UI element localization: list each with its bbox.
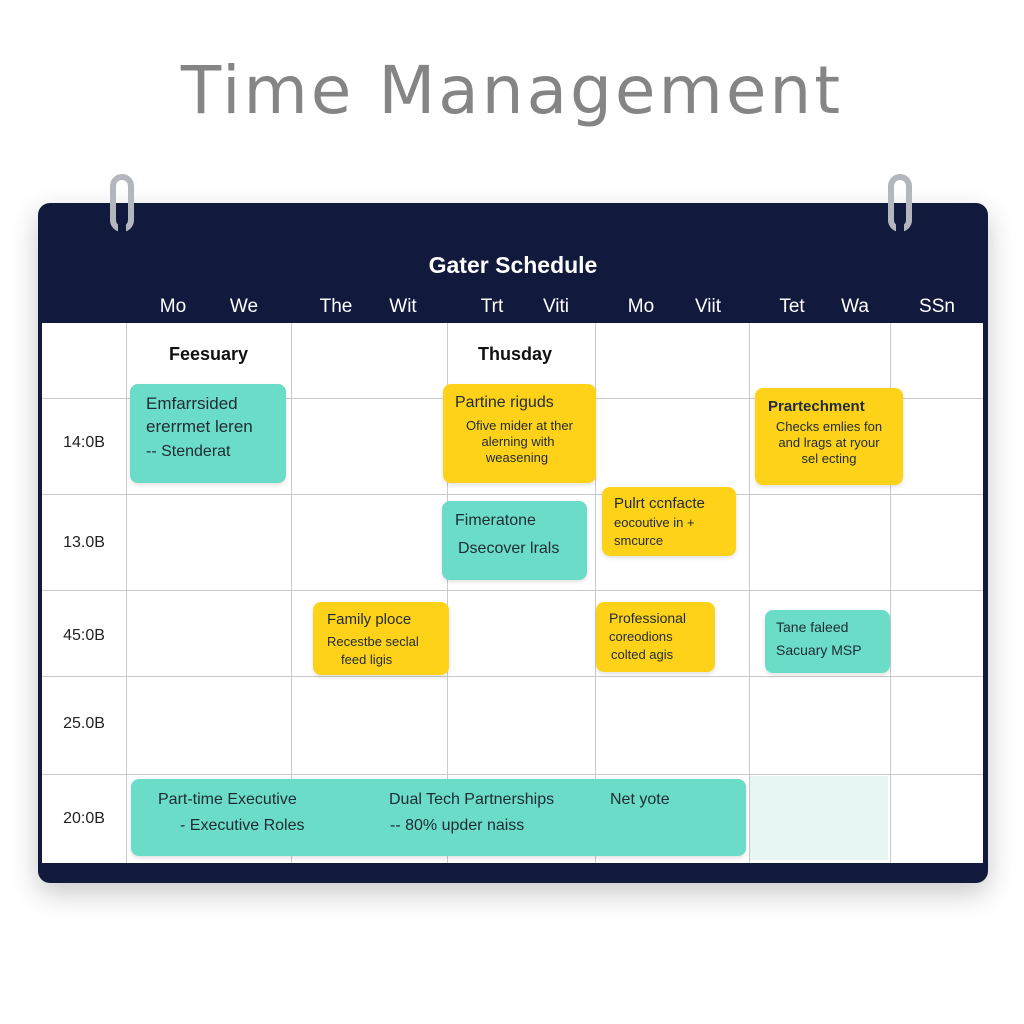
event-text: -- Stenderat: [146, 443, 231, 460]
event-card[interactable]: [130, 384, 286, 483]
time-label: 13.0B: [63, 534, 105, 551]
event-title: Partine riguds: [455, 394, 554, 411]
binder-ring-right: [888, 174, 912, 232]
event-card[interactable]: [602, 487, 736, 556]
time-label: 25.0B: [63, 715, 105, 732]
event-text: Dsecover lrals: [458, 540, 560, 557]
event-text: Net yote: [610, 791, 670, 808]
event-text: sel ecting: [801, 451, 857, 466]
event-text: -- 80% upder naiss: [390, 817, 525, 834]
event-text: Recestbe seclal: [327, 634, 419, 649]
day-header: Viti: [542, 296, 570, 317]
day-header: We: [229, 296, 259, 317]
grid-line: [42, 494, 983, 495]
event-card-wide[interactable]: [131, 779, 746, 856]
event-text: alerning with: [481, 434, 555, 449]
event-text: Tane faleed: [776, 619, 849, 635]
day-header: Mo: [627, 296, 655, 317]
day-header: Mo: [159, 296, 187, 317]
grid-line: [42, 590, 983, 591]
event-text: smcurce: [614, 533, 664, 548]
event-text: colted agis: [611, 647, 674, 662]
event-text: Dual Tech Partnerships: [389, 791, 555, 808]
event-text: ererrmet leren: [146, 417, 253, 436]
time-label: 45:0B: [63, 627, 105, 644]
time-label: 20:0B: [63, 810, 105, 827]
highlighted-cell: [750, 776, 888, 860]
event-text: Fimeratone: [455, 512, 536, 529]
day-header: Wa: [841, 296, 869, 317]
event-card[interactable]: [765, 610, 890, 673]
event-text: Pulrt ccnfacte: [614, 495, 705, 512]
day-header: SSn: [919, 296, 955, 317]
grid-line: [42, 774, 983, 775]
event-text: Checks emlies fon: [775, 419, 883, 434]
day-header: Viit: [694, 296, 722, 317]
event-text: Professional: [609, 610, 687, 626]
day-header: Tet: [779, 296, 805, 317]
event-card[interactable]: [755, 388, 903, 485]
event-text: eocoutive in +: [614, 515, 695, 530]
grid-line: [42, 676, 983, 677]
event-text: weasening: [485, 450, 549, 465]
event-text: and lrags at ryour: [778, 435, 880, 450]
day-header: Wit: [389, 296, 417, 317]
calendar-title: Gater Schedule: [428, 252, 598, 278]
binder-ring-left: [110, 174, 134, 232]
event-text: - Executive Roles: [180, 817, 305, 834]
event-card[interactable]: [596, 602, 715, 672]
event-text: Sacuary MSP: [776, 642, 862, 658]
event-text: feed ligis: [341, 652, 393, 667]
page-title: Time Management: [180, 52, 844, 129]
column-subheader: Feesuary: [169, 344, 249, 364]
grid-line: [126, 323, 127, 863]
event-title: Prartechment: [768, 398, 865, 415]
event-card[interactable]: [313, 602, 449, 675]
event-card[interactable]: [442, 501, 587, 580]
day-header: The: [319, 296, 353, 317]
event-text: Emfarrsided: [146, 394, 238, 413]
event-text: Family ploce: [327, 611, 412, 628]
time-label: 14:0B: [63, 434, 105, 451]
day-header: Trt: [480, 296, 504, 317]
event-text: Ofive mider at ther: [466, 418, 573, 433]
event-text: Part-time Executive: [158, 791, 297, 808]
column-subheader: Thusday: [478, 344, 553, 364]
event-card[interactable]: [443, 384, 596, 483]
event-text: coreodions: [609, 629, 673, 644]
